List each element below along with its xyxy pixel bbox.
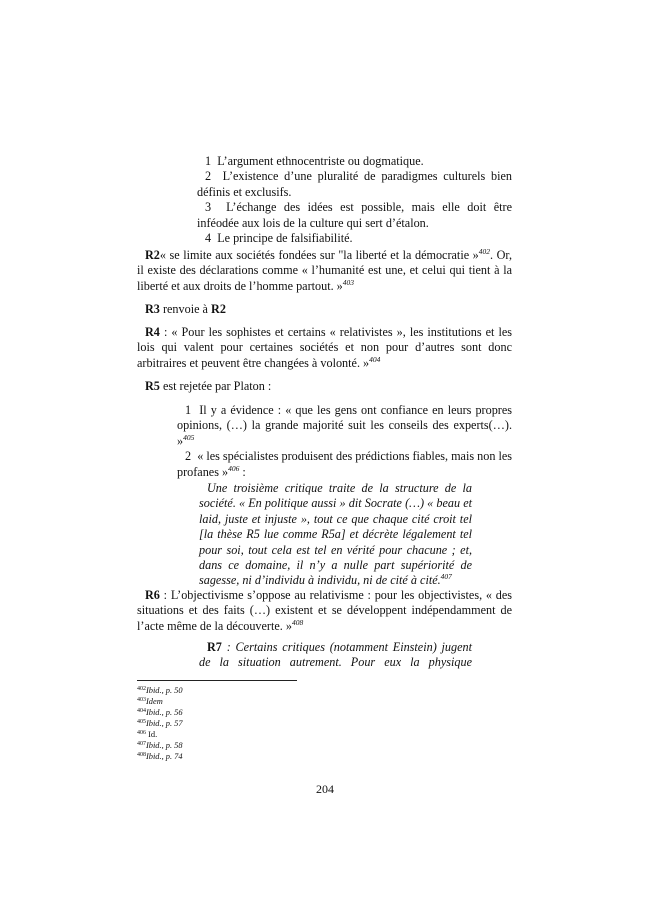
label-r6: R6 [145, 588, 160, 602]
page-number: 204 [316, 782, 334, 796]
paragraph-r7: R7 : Certains critiques (notamment Einstein) jugent de la situation autrement. Pour eux la physique [199, 640, 472, 670]
paragraph-r5: R5 est rejetée par Platon : [145, 379, 272, 393]
list-item: 3 L’échange des idées est possible, mais elle doit être inféodée aux lois de la culture qui sert d’étalon. [197, 200, 512, 230]
footnote: $^{405}$Ibid., p. 57 [137, 719, 183, 728]
block-quote: Une troisième critique traite de la structure de la société. « En politique aussi » dit Socrate (…) « beau et laid, juste et injuste », tout ce que chaque cité croit tel [la thèse R5 lue comme R5a] et décrète légalement tel pour soi, tout cela est tel en vérité pour chacune ; et, dans ce domaine, il n’y a nulle part supériorité de sagesse, ni d’individu à individu, ni de cité à cité.$^{407}$ [199, 481, 472, 588]
footnote-ref: 403 [342, 277, 355, 287]
list-item: 2 « les spécialistes produisent des prédictions fiables, mais non les profanes »$^{406}$ : [177, 449, 513, 479]
footnote: $^{406}$ Id. [137, 730, 158, 739]
label-r2: R2 [145, 248, 160, 262]
footnote-ref: 405 [183, 432, 195, 442]
footnote-ref: 406 [228, 463, 240, 473]
principles-list [197, 154, 512, 246]
paragraph-r6: R6 : L’objectivisme s’oppose au relativisme : pour les objectivistes, « des situations et des faits (…) existent et se développent indépendamment de l’acte même de la découverte. »$^{408}$ [137, 588, 512, 633]
footnote: $^{407}$Ibid., p. 58 [137, 741, 183, 750]
list-item: 4 Le principe de falsifiabilité. [205, 231, 353, 246]
footnote: $^{408}$Ibid., p. 74 [137, 752, 183, 761]
evidence-list [177, 403, 512, 480]
label-r5: R5 [145, 379, 160, 393]
label-r3: R3 [145, 302, 160, 316]
paragraph-r3: R3 renvoie à R2 [145, 302, 226, 316]
footnote-ref: 407 [440, 572, 452, 582]
list-item: 1 L’argument ethnocentriste ou dogmatique. [205, 154, 424, 168]
footnote-divider [137, 680, 297, 681]
footnote-ref: 404 [369, 354, 381, 364]
footnote: $^{402}$Ibid., p. 50 [137, 686, 183, 695]
footnote: $^{404}$Ibid., p. 56 [137, 708, 183, 717]
footnote-ref: 402 [478, 247, 490, 256]
label-r7: R7 [207, 640, 222, 654]
list-item: 2 L’existence d’une pluralité de paradigmes culturels bien définis et exclusifs. [197, 169, 512, 199]
paragraph-r2: R2« se limite aux sociétés fondées sur "la liberté et la démocratie »$^{402}$. Or, il existe des déclarations comme « l’humanité est une, et celui qui tient à la liberté et aux droits de l’homme partout. »$^{403}$ [137, 247, 513, 293]
footnote: $^{403}$Idem [137, 697, 163, 706]
list-item: 1 Il y a évidence : « que les gens ont confiance en leurs propres opinions, (…) la grande majorité suit les conseils des experts(…). »$^{405}$ [177, 403, 513, 448]
paragraph-r4: R4 : « Pour les sophistes et certains « relativistes », les institutions et les lois qui valent pour certaines sociétés et non pour d’autres sont donc arbitraires et peuvent être changées à volonté. »$^{404}$ [137, 325, 512, 370]
footnote-ref: 408 [291, 617, 304, 627]
label-r4: R4 [145, 325, 160, 339]
